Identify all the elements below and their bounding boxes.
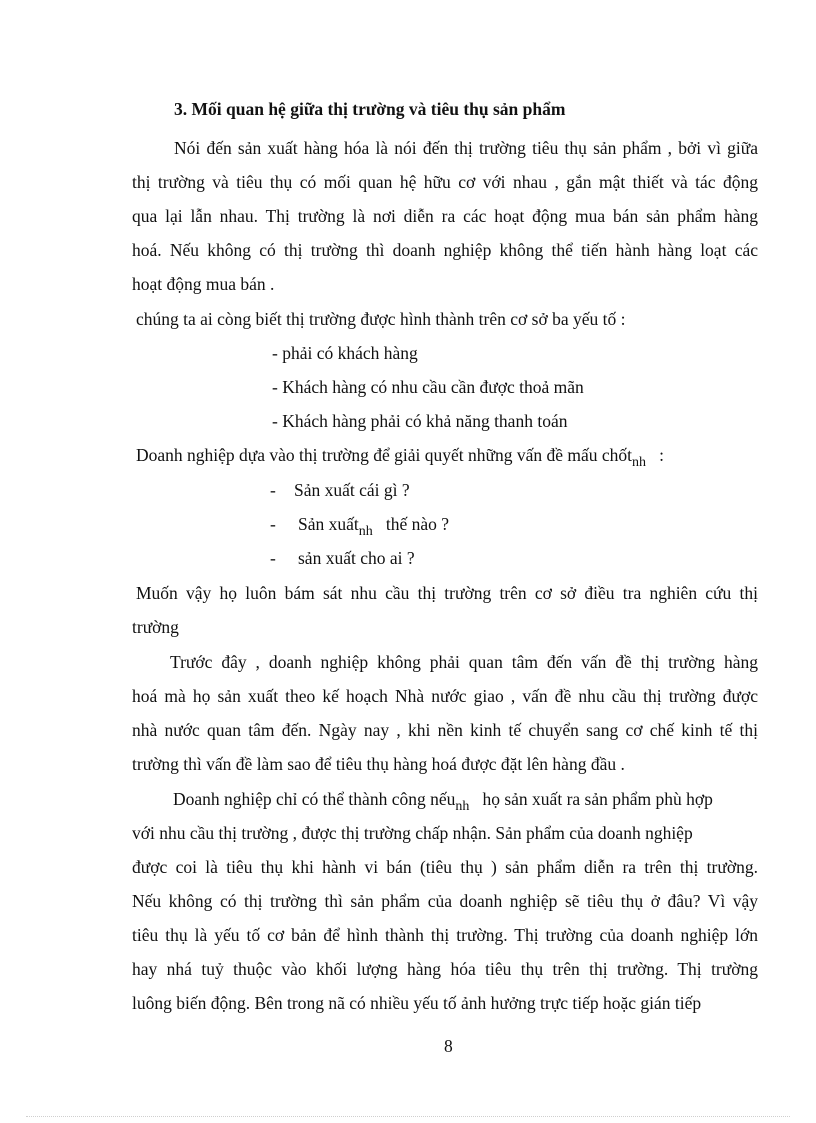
paragraph-4-line-2: với nhu cầu thị trường , được thị trường chấp nhận. Sản phẩm của doanh nghiệp: [132, 823, 693, 843]
paragraph-3-line-2: hoá mà họ sản xuất theo kế hoạch Nhà nước giao , vấn đề nhu cầu thị trường được: [132, 686, 758, 706]
paragraph-2-line-1: Muốn vậy họ luôn bám sát nhu cầu thị trường trên cơ sở điều tra nghiên cứu thị: [136, 583, 758, 603]
paragraph-1-line-5: hoạt động mua bán .: [132, 274, 275, 294]
page-bottom-divider: [26, 1116, 790, 1117]
factor-item: - phải có khách hàng: [272, 343, 418, 363]
question-dash: -: [270, 548, 276, 568]
paragraph-3-line-4: trường thì vấn đề làm sao để tiêu thụ hàng hoá được đặt lên hàng đầu .: [132, 754, 625, 774]
paragraph-4-line-4: Nếu không có thị trường thì sản phẩm của doanh nghiệp sẽ tiêu thụ ở đâu? Vì vậy: [132, 891, 758, 911]
paragraph-1-line-2: thị trường và tiêu thụ có mối quan hệ hữu cơ với nhau , gắn mật thiết và tác động: [132, 172, 758, 192]
paragraph-2-line-2: trường: [132, 617, 179, 637]
paragraph-4-line-1: [173, 788, 713, 813]
paragraph-1-line-3: qua lại lẫn nhau. Thị trường là nơi diễn ra các hoạt động mua bán sản phẩm hàng: [132, 206, 758, 226]
paragraph-3-line-1: Trước đây , doanh nghiệp không phải quan tâm đến vấn đề thị trường hàng: [170, 652, 758, 672]
paragraph-4-text: họ sản xuất ra sản phẩm phù hợp: [482, 789, 713, 809]
question-item: [298, 513, 449, 538]
paragraph-4-line-6: hay nhá tuỷ thuộc vào khối lượng hàng hóa tiêu thụ trên thị trường. Thị trường: [132, 959, 758, 979]
paragraph-4-line-3: được coi là tiêu thụ khi hành vi bán (tiêu thụ ) sản phẩm diễn ra trên thị trường.: [132, 857, 758, 877]
question-item: Sản xuất cái gì ?: [294, 480, 410, 500]
section-title: 3. Mối quan hệ giữa thị trường và tiêu thụ sản phẩm: [174, 99, 566, 119]
paragraph-1-line-1: Nói đến sản xuất hàng hóa là nói đến thị trường tiêu thụ sản phẩm , bởi vì giữa: [174, 138, 758, 158]
page-number: 8: [444, 1036, 453, 1056]
paragraph-1-line-4: hoá. Nếu không có thị trường thì doanh nghiệp không thể tiến hành hàng loạt các: [132, 240, 758, 260]
factor-item: - Khách hàng có nhu cầu cần được thoả mãn: [272, 377, 584, 397]
subscript-mark: nh: [632, 455, 646, 470]
paragraph-4-text: Doanh nghiệp chỉ có thể thành công nếu: [173, 789, 456, 809]
question-item: sản xuất cho ai ?: [298, 548, 415, 568]
question-dash: -: [270, 480, 276, 500]
question-text: thế nào ?: [385, 514, 450, 534]
questions-intro-colon: :: [659, 445, 664, 465]
factors-intro: chúng ta ai còng biết thị trường được hình thành trên cơ sở ba yếu tố :: [136, 309, 626, 329]
questions-intro-text: Doanh nghiệp dựa vào thị trường để giải quyết những vấn đề mấu chốt: [136, 445, 632, 465]
questions-intro: [136, 444, 664, 469]
subscript-mark: nh: [455, 799, 470, 814]
paragraph-4-line-7: luông biến động. Bên trong nã có nhiều yếu tố ảnh hưởng trực tiếp hoặc gián tiếp: [132, 993, 702, 1013]
paragraph-3-line-3: nhà nước quan tâm đến. Ngày nay , khi nền kinh tế chuyển sang cơ chế kinh tế thị: [132, 720, 758, 740]
subscript-mark: nh: [358, 524, 373, 539]
paragraph-4-line-5: tiêu thụ là yếu tố cơ bản để hình thành thị trường. Thị trường của doanh nghiệp lớn: [132, 925, 758, 945]
question-text: Sản xuất: [298, 514, 359, 534]
question-dash: -: [270, 514, 276, 534]
factor-item: - Khách hàng phải có khả năng thanh toán: [272, 411, 568, 431]
